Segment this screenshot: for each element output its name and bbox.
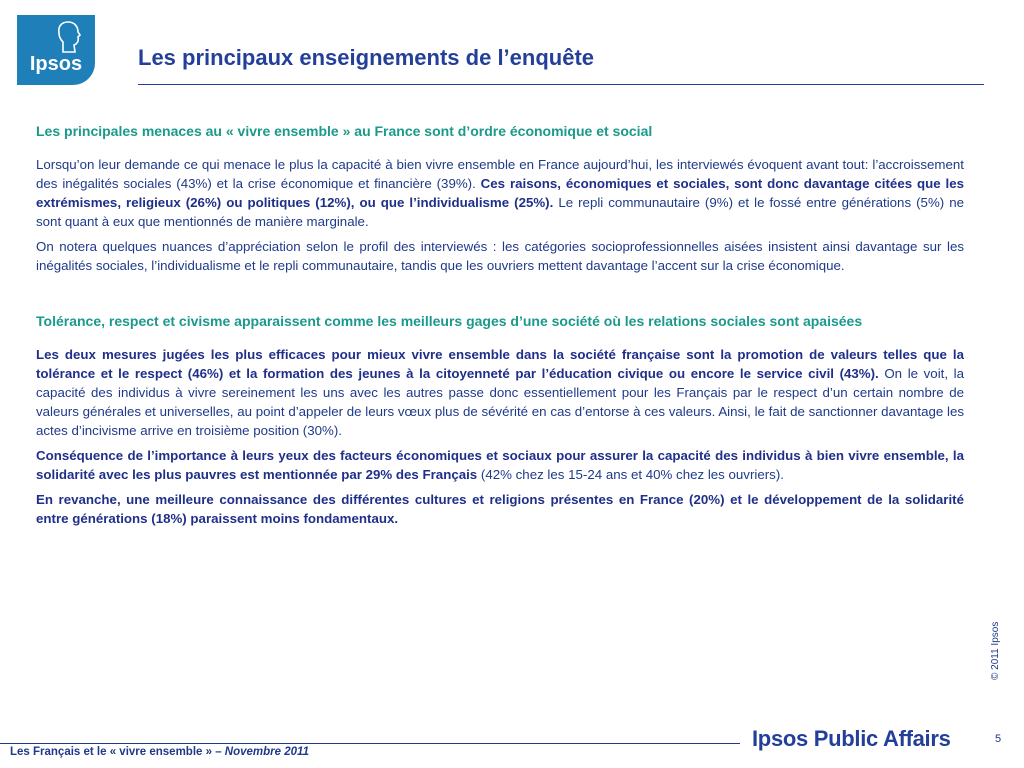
page-title: Les principaux enseignements de l’enquête xyxy=(138,45,595,70)
footer-caption xyxy=(10,746,309,758)
section1-heading: Les principales menaces au « vivre ensemble » au France sont d’ordre économique et social xyxy=(36,123,653,139)
section2-paragraph1 xyxy=(36,345,964,440)
page-number: 5 xyxy=(995,733,1002,745)
copyright-notice: © 2011 Ipsos xyxy=(990,621,1001,680)
title-divider xyxy=(138,84,984,85)
section1-p1-text-a: Lorsqu’on leur demande ce qui menace le plus la capacité à bien vivre ensemble en France aujourd’hui, les interviewés évoquent avant tout: l’accroissement des inégalités sociales (43%) et la crise économique et financière (39%). xyxy=(36,157,964,191)
section1-p1-bold: Ces raisons, économiques et sociales, sont donc davantage citées que les extrémismes, religieux (26%) ou politiques (12%), ou que l’individualisme (25%). xyxy=(36,176,964,210)
section-spacer xyxy=(36,281,964,311)
section2-p1-text: On le voit, la capacité des individus à vivre sereinement les uns avec les autres passe donc essentiellement pour les Français par le respect d’un certain nombre de valeurs générales et universelles, au point d’appeler de leurs vœux plus de sévérité en cas d’entorse à ces valeurs. Ainsi, le fait de sanctionner davantage les actes d’incivisme arrive en troisième position (30%). xyxy=(36,366,964,438)
section1-p1-text-c: Le repli communautaire (9%) et le fossé entre générations (5%) ne sont quant à eux que mentionnés de manière marginale. xyxy=(36,195,964,229)
section2-paragraph2 xyxy=(36,446,964,484)
section1-paragraph2: On notera quelques nuances d’appréciation selon le profil des interviewés : les catégories socioprofessionnelles aisées insistent ainsi davantage sur les inégalités sociales, l’individualisme et le repli communautaire, tandis que les ouvriers mettent davantage l’accent sur la crise économique. xyxy=(36,239,964,273)
ipsos-head-icon xyxy=(55,21,81,53)
footer-caption-date: Novembre 2011 xyxy=(224,746,309,758)
section2-p2-bold: Conséquence de l’importance à leurs yeux des facteurs économiques et sociaux pour assurer la capacité des individus à bien vivre ensemble, la solidarité avec les plus pauvres est mentionnée par 29% des Français xyxy=(36,448,964,482)
section1-paragraph1 xyxy=(36,155,964,231)
ipsos-logo-text: Ipsos xyxy=(29,53,83,75)
footer-divider xyxy=(0,743,740,744)
section2-p1-bold: Les deux mesures jugées les plus efficaces pour mieux vivre ensemble dans la société française sont la promotion de valeurs telles que la tolérance et le respect (46%) et la formation des jeunes à la citoyenneté par l’éducation civique ou encore le service civil (43%). xyxy=(36,347,964,381)
footer-caption-main: Les Français et le « vivre ensemble » – xyxy=(10,746,225,758)
brand-name: Ipsos Public Affairs xyxy=(752,726,951,751)
ipsos-logo xyxy=(17,15,95,85)
section2-paragraph3: En revanche, une meilleure connaissance des différentes cultures et religions présentes en France (20%) et le développement de la solidarité entre générations (18%) paraissent moins fondamentaux. xyxy=(36,492,964,526)
section2-heading: Tolérance, respect et civisme apparaissent comme les meilleurs gages d’une société où les relations sociales sont apaisées xyxy=(36,313,863,329)
section2-p2-text: (42% chez les 15-24 ans et 40% chez les ouvriers). xyxy=(477,467,784,482)
main-content xyxy=(36,121,964,534)
